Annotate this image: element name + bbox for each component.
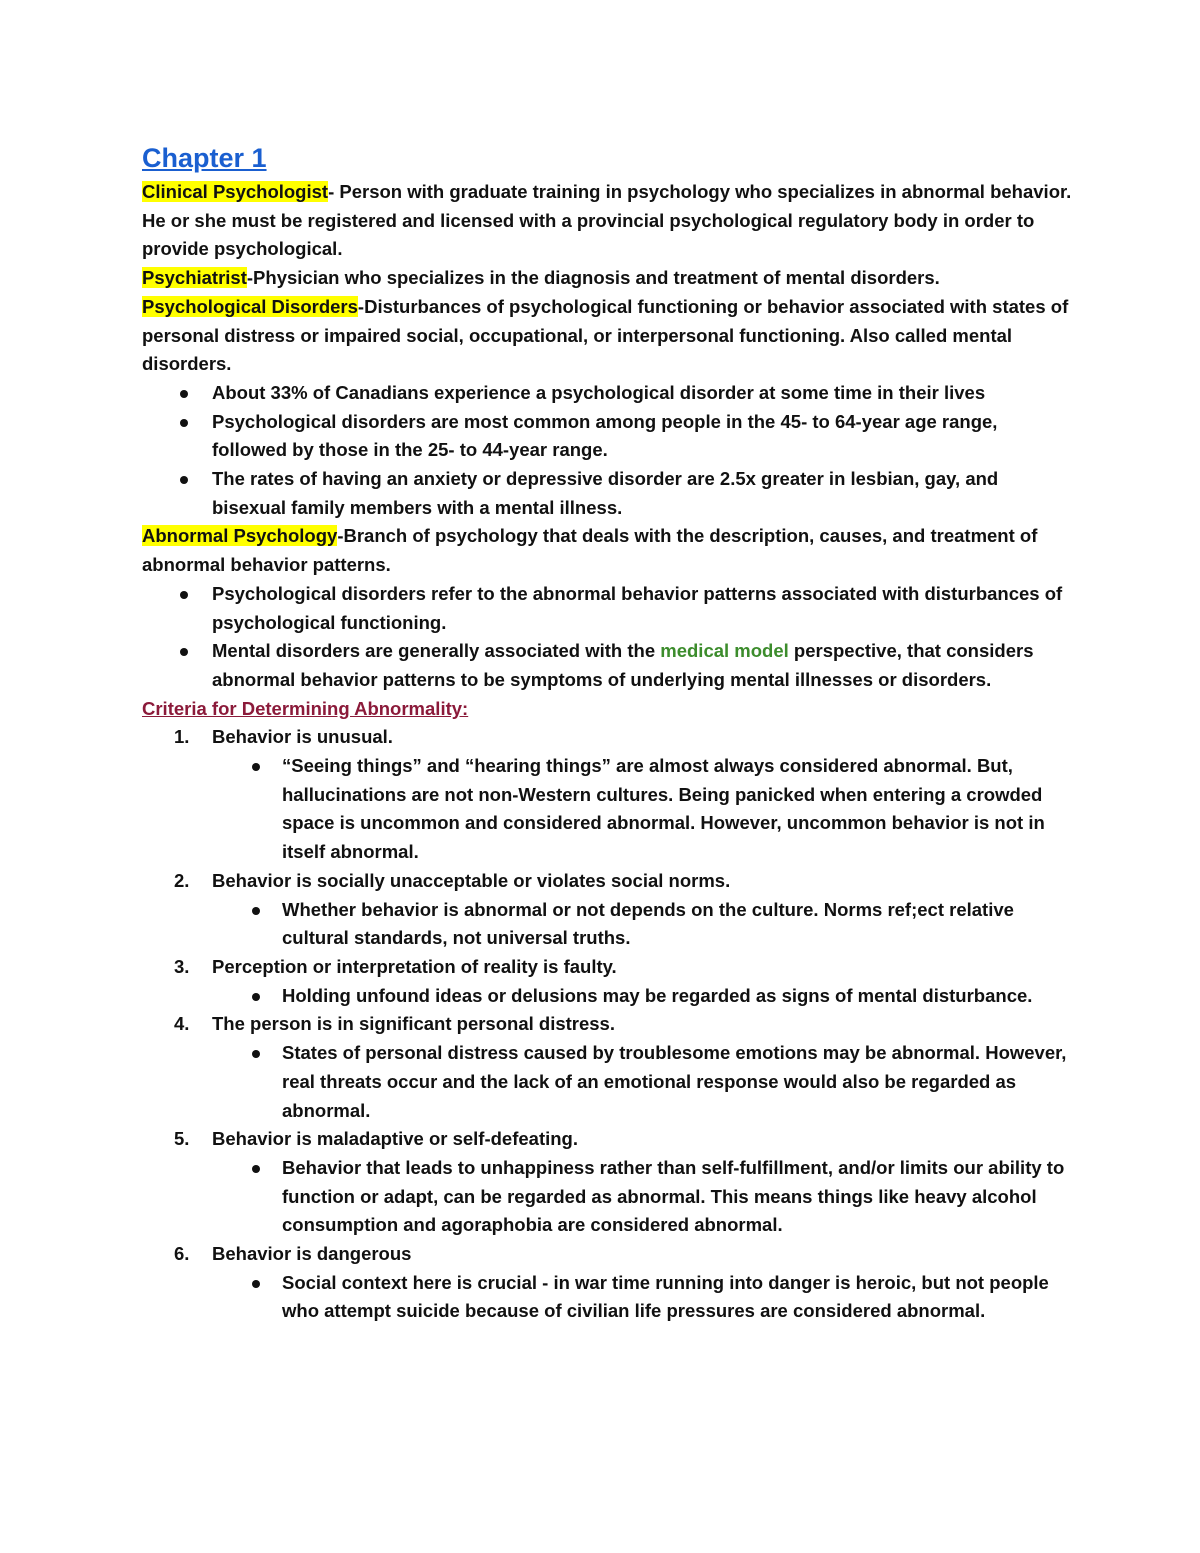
- criteria-item: [142, 867, 1072, 953]
- criteria-detail-list: [212, 1269, 1072, 1326]
- criteria-label: Behavior is maladaptive or self-defeating.: [212, 1128, 578, 1150]
- criteria-detail: “Seeing things” and “hearing things” are almost always considered abnormal. But, hallucinations are not non-Western cultures. Being panicked when entering a crowded space is uncommon and considered abnormal. However, uncommon behavior is not in itself abnormal.: [212, 752, 1072, 867]
- list-item: About 33% of Canadians experience a psychological disorder at some time in their lives: [142, 379, 1072, 408]
- criteria-detail: Social context here is crucial - in war time running into danger is heroic, but not people who attempt suicide because of civilian life pressures are considered abnormal.: [212, 1269, 1072, 1326]
- medical-model-term: medical model: [660, 640, 789, 662]
- term-highlight: Psychiatrist: [142, 267, 247, 289]
- disorder-facts-list: [142, 379, 1072, 523]
- list-item-text: perspective, that considers abnormal behavior patterns to be symptoms of underlying mental illnesses or disorders.: [212, 640, 1034, 690]
- criteria-detail: States of personal distress caused by troublesome emotions may be abnormal. However, real threats occur and the lack of an emotional response would also be regarded as abnormal.: [212, 1039, 1072, 1125]
- criteria-item: [142, 1125, 1072, 1240]
- criteria-detail-list: [212, 1154, 1072, 1240]
- criteria-number: 4.: [174, 1013, 190, 1035]
- list-item-text: Mental disorders are generally associated with the: [212, 640, 661, 662]
- definition-psychiatrist: [142, 264, 1072, 293]
- criteria-label: Behavior is socially unacceptable or violates social norms.: [212, 869, 731, 891]
- criteria-detail-list: [212, 752, 1072, 867]
- chapter-title: Chapter 1: [142, 143, 267, 173]
- list-item: Psychological disorders refer to the abnormal behavior patterns associated with disturbances of psychological functioning.: [142, 580, 1072, 637]
- criteria-heading: Criteria for Determining Abnormality:: [142, 697, 469, 719]
- criteria-detail: Behavior that leads to unhappiness rather than self-fulfillment, and/or limits our ability to function or adapt, can be regarded as abnormal. This means things like heavy alcohol consumption and agoraphobia are considered abnormal.: [212, 1154, 1072, 1240]
- criteria-detail-list: [212, 1039, 1072, 1125]
- term-highlight: Clinical Psychologist: [142, 181, 329, 202]
- criteria-detail: Holding unfound ideas or delusions may be regarded as signs of mental disturbance.: [212, 982, 1072, 1011]
- criteria-number: 2.: [174, 869, 190, 891]
- list-item: The rates of having an anxiety or depressive disorder are 2.5x greater in lesbian, gay, and bisexual family members with a mental illness.: [142, 465, 1072, 522]
- term-highlight: Abnormal Psychology: [142, 525, 338, 547]
- definition-clinical-psychologist: [142, 178, 1072, 264]
- criteria-number: 3.: [174, 955, 190, 977]
- criteria-number: 1.: [174, 726, 190, 748]
- criteria-detail: Whether behavior is abnormal or not depends on the culture. Norms ref;ect relative cultural standards, not universal truths.: [212, 896, 1072, 953]
- definition-text: - Person with graduate training in psychology who specializes in abnormal behavior. He or she must be registered and licensed with a provincial psychological regulatory body in order to provide psychological.: [142, 181, 1072, 260]
- definition-text: -Disturbances of psychological functioning or behavior associated with states of personal distress or impaired social, occupational, or interpersonal functioning. Also called mental disorders.: [142, 295, 1069, 375]
- criteria-label: Behavior is dangerous: [212, 1243, 412, 1265]
- criteria-detail-list: [212, 896, 1072, 953]
- criteria-item: [142, 1240, 1072, 1326]
- criteria-item: [142, 1010, 1072, 1125]
- criteria-item: [142, 723, 1072, 867]
- list-item: [142, 637, 1072, 694]
- criteria-number: 6.: [174, 1243, 190, 1265]
- definition-text: -Physician who specializes in the diagnosis and treatment of mental disorders.: [246, 267, 940, 289]
- definition-text: -Branch of psychology that deals with the description, causes, and treatment of abnormal behavior patterns.: [142, 525, 1038, 576]
- abnormal-psychology-list: [142, 580, 1072, 695]
- list-item: Psychological disorders are most common among people in the 45- to 64-year age range, followed by those in the 25- to 44-year range.: [142, 408, 1072, 465]
- criteria-list: [142, 723, 1072, 1326]
- criteria-number: 5.: [174, 1128, 190, 1150]
- criteria-item: [142, 953, 1072, 1010]
- term-highlight: Psychological Disorders: [142, 295, 358, 317]
- criteria-label: Perception or interpretation of reality is faulty.: [212, 955, 617, 977]
- criteria-label: The person is in significant personal distress.: [212, 1013, 615, 1035]
- definition-psychological-disorders: [142, 293, 1072, 379]
- criteria-detail-list: [212, 982, 1072, 1011]
- document-page: [142, 140, 1072, 1326]
- criteria-label: Behavior is unusual.: [212, 726, 393, 748]
- definition-abnormal-psychology: [142, 522, 1072, 579]
